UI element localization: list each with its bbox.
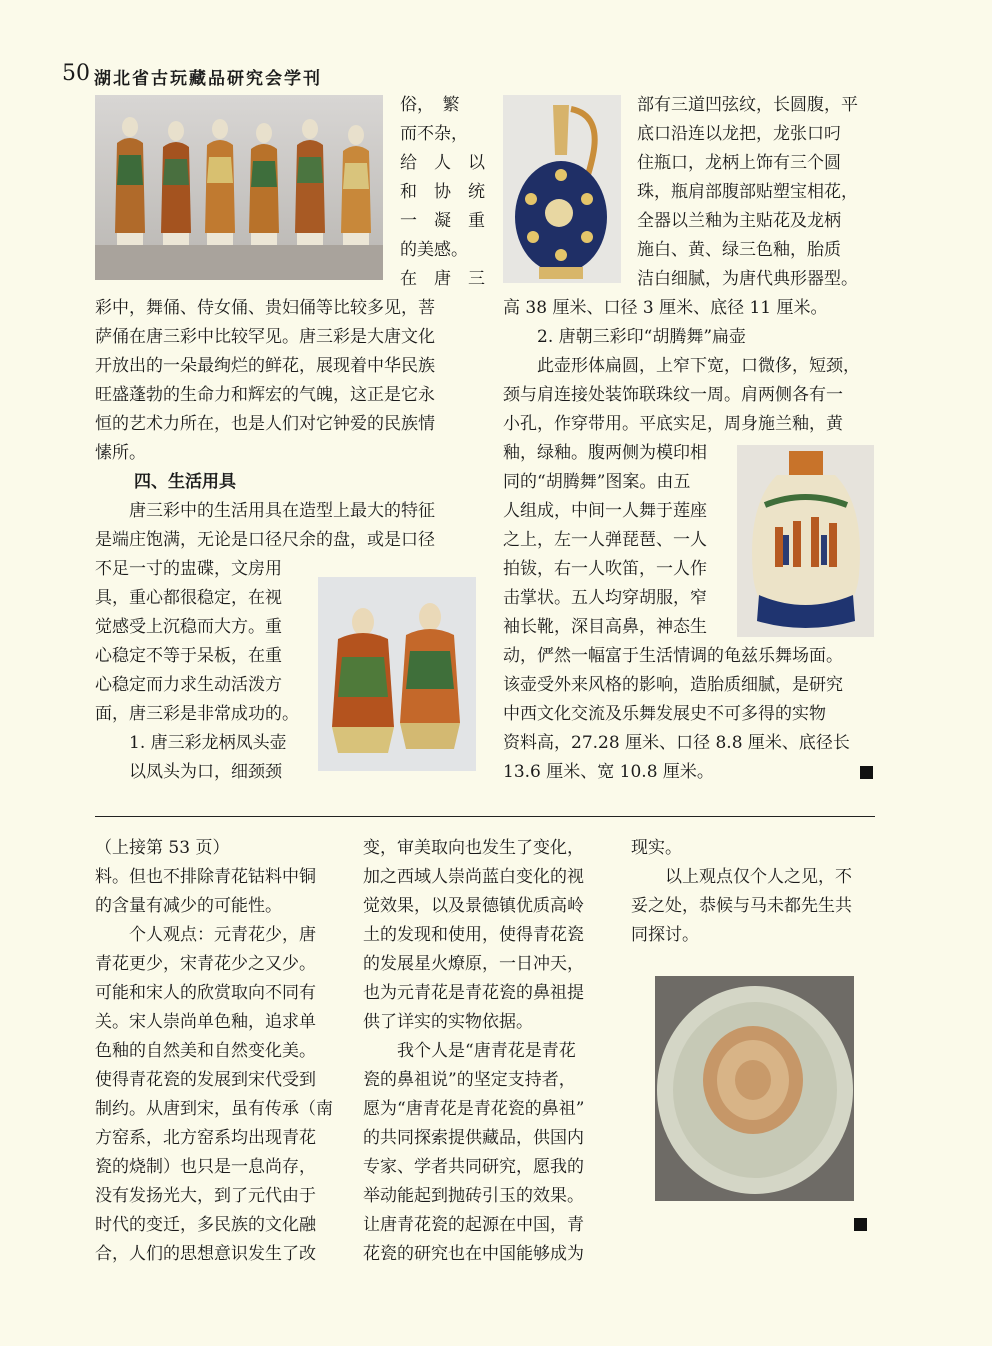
continuation-note: （上接第 53 页） bbox=[95, 838, 230, 858]
text-line: 中西文化交流及乐舞发展史不可多得的实物 bbox=[503, 704, 826, 724]
text-line: 部有三道凹弦纹，长圆腹，平 bbox=[637, 95, 858, 115]
text-line: 使得青花瓷的发展到宋代受到 bbox=[95, 1070, 316, 1090]
text-line: 花瓷的研究也在中国能够成为 bbox=[363, 1244, 584, 1264]
text-line: 专家、学者共同研究，愿我的 bbox=[363, 1157, 584, 1177]
text-line: 合，人们的思想意识发生了改 bbox=[95, 1244, 316, 1264]
text-line: 一 凝 重 bbox=[400, 211, 485, 231]
text-line: 让唐青花瓷的起源在中国，青 bbox=[363, 1215, 584, 1235]
text-line: 妥之处，恭候与马未都先生共 bbox=[631, 896, 852, 916]
text-line: 的发展星火燎原，一日冲天， bbox=[363, 954, 584, 974]
text-line: 全器以兰釉为主贴花及龙柄 bbox=[637, 211, 841, 231]
text-line: 13.6 厘米、宽 10.8 厘米。 bbox=[503, 762, 714, 782]
text-line: 心稳定而力求生动活泼方 bbox=[95, 675, 282, 695]
text-line: 供了详实的实物依据。 bbox=[363, 1012, 533, 1032]
text-line: 个人观点：元青花少，唐 bbox=[95, 925, 316, 945]
text-line: 恒的艺术力所在，也是人们对它钟爱的民族情 bbox=[95, 414, 435, 434]
dragon-handle-ewer-photo bbox=[503, 95, 621, 283]
top-end-mark bbox=[860, 766, 873, 779]
text-line: 此壶形体扁圆，上窄下宽，口微侈，短颈， bbox=[503, 356, 860, 376]
text-line: 心稳定不等于呆板，在重 bbox=[95, 646, 282, 666]
seated-figures-photo bbox=[318, 577, 476, 771]
text-line: 瓷的烧制）也只是一息尚存， bbox=[95, 1157, 316, 1177]
text-line: 的含量有减少的可能性。 bbox=[95, 896, 282, 916]
text-line: 土的发现和使用，使得青花瓷 bbox=[363, 925, 584, 945]
hutengwu-flask-photo bbox=[737, 445, 874, 637]
text-line: 同探讨。 bbox=[631, 925, 699, 945]
text-line: 釉，绿釉。腹两侧为模印相 bbox=[503, 443, 707, 463]
celadon-dish-photo bbox=[655, 976, 854, 1201]
text-line: 而不杂， bbox=[400, 124, 468, 144]
text-line: 俗， 繁 bbox=[400, 95, 460, 115]
text-line: 是端庄饱满，无论是口径尺余的盘，或是口径 bbox=[95, 530, 435, 550]
text-line: 也为元青花是青花瓷的鼻祖提 bbox=[363, 983, 584, 1003]
text-line: 萨俑在唐三彩中比较罕见。唐三彩是大唐文化 bbox=[95, 327, 435, 347]
text-line: 2. 唐朝三彩印“胡腾舞”扁壶 bbox=[503, 327, 747, 347]
text-line: 小孔，作穿带用。平底实足，周身施兰釉，黄 bbox=[503, 414, 843, 434]
text-line: 动，俨然一幅富于生活情调的龟兹乐舞场面。 bbox=[503, 646, 843, 666]
text-line: 加之西域人崇尚蓝白变化的视 bbox=[363, 867, 584, 887]
text-line: 现实。 bbox=[631, 838, 682, 858]
text-line: 变，审美取向也发生了变化， bbox=[363, 838, 584, 858]
text-line: 觉感受上沉稳而大方。重 bbox=[95, 617, 282, 637]
text-line: 资料高，27.28 厘米、口径 8.8 厘米、底径长 bbox=[503, 733, 850, 753]
text-line: 高 38 厘米、口径 3 厘米、底径 11 厘米。 bbox=[503, 298, 828, 318]
text-line: 青花更少，宋青花少之又少。 bbox=[95, 954, 316, 974]
bottom-end-mark bbox=[854, 1218, 867, 1231]
figurines-photo bbox=[95, 95, 383, 280]
page-number: 50 bbox=[62, 61, 90, 86]
text-line: 我个人是“唐青花是青花 bbox=[363, 1041, 576, 1061]
text-line: 方窑系，北方窑系均出现青花 bbox=[95, 1128, 316, 1148]
text-line: 和 协 统 bbox=[400, 182, 485, 202]
text-line: 料。但也不排除青花钴料中铜 bbox=[95, 867, 316, 887]
text-line: 愿为“唐青花是青花瓷的鼻祖” bbox=[363, 1099, 585, 1119]
text-line: 色釉的自然美和自然变化美。 bbox=[95, 1041, 316, 1061]
text-line: 给 人 以 bbox=[400, 153, 485, 173]
text-line: 时代的变迁，多民族的文化融 bbox=[95, 1215, 316, 1235]
text-line: 底口沿连以龙把，龙张口叼 bbox=[637, 124, 841, 144]
section-heading: 四、生活用具 bbox=[134, 472, 236, 492]
text-line: 可能和宋人的欣赏取向不同有 bbox=[95, 983, 316, 1003]
text-line: 袖长靴，深目高鼻，神态生 bbox=[503, 617, 707, 637]
text-line: 面，唐三彩是非常成功的。 bbox=[95, 704, 299, 724]
text-line: 的共同探索提供藏品，供国内 bbox=[363, 1128, 584, 1148]
text-line: 之上，左一人弹琵琶、一人 bbox=[503, 530, 707, 550]
text-line: 旺盛蓬勃的生命力和辉宏的气魄，这正是它永 bbox=[95, 385, 435, 405]
text-line: 不足一寸的盅碟，文房用 bbox=[95, 559, 282, 579]
text-line: 开放出的一朵最绚烂的鲜花，展现着中华民族 bbox=[95, 356, 435, 376]
text-line: 唐三彩中的生活用具在造型上最大的特征 bbox=[95, 501, 435, 521]
text-line: 以凤头为口，细颈颈 bbox=[95, 762, 282, 782]
text-line: 洁白细腻，为唐代典形器型。 bbox=[637, 269, 858, 289]
journal-title: 湖北省古玩藏品研究会学刊 bbox=[94, 69, 322, 89]
text-line: 击掌状。五人均穿胡服，窄 bbox=[503, 588, 707, 608]
text-line: 瓷的鼻祖说”的坚定支持者， bbox=[363, 1070, 576, 1090]
text-line: 在 唐 三 bbox=[400, 269, 485, 289]
text-line: 的美感。 bbox=[400, 240, 468, 260]
text-line: 愫所。 bbox=[95, 443, 146, 463]
text-line: 彩中，舞俑、侍女俑、贵妇俑等比较多见，菩 bbox=[95, 298, 435, 318]
text-line: 觉效果，以及景德镇优质高岭 bbox=[363, 896, 584, 916]
text-line: 制约。从唐到宋，虽有传承（南 bbox=[95, 1099, 333, 1119]
text-line: 颈与肩连接处装饰联珠纹一周。肩两侧各有一 bbox=[503, 385, 843, 405]
section-divider bbox=[95, 816, 875, 817]
text-line: 施白、黄、绿三色釉，胎质 bbox=[637, 240, 841, 260]
text-line: 人组成，中间一人舞于莲座 bbox=[503, 501, 707, 521]
text-line: 住瓶口，龙柄上饰有三个圆 bbox=[637, 153, 841, 173]
text-line: 同的“胡腾舞”图案。由五 bbox=[503, 472, 691, 492]
text-line: 没有发扬光大，到了元代由于 bbox=[95, 1186, 316, 1206]
text-line: 关。宋人崇尚单色釉，追求单 bbox=[95, 1012, 316, 1032]
text-line: 1. 唐三彩龙柄凤头壶 bbox=[95, 733, 287, 753]
text-line: 珠，瓶肩部腹部贴塑宝相花， bbox=[637, 182, 858, 202]
text-line: 拍钹，右一人吹笛，一人作 bbox=[503, 559, 707, 579]
text-line: 以上观点仅个人之见，不 bbox=[631, 867, 852, 887]
text-line: 举动能起到抛砖引玉的效果。 bbox=[363, 1186, 584, 1206]
text-line: 该壶受外来风格的影响，造胎质细腻，是研究 bbox=[503, 675, 843, 695]
text-line: 具，重心都很稳定，在视 bbox=[95, 588, 282, 608]
